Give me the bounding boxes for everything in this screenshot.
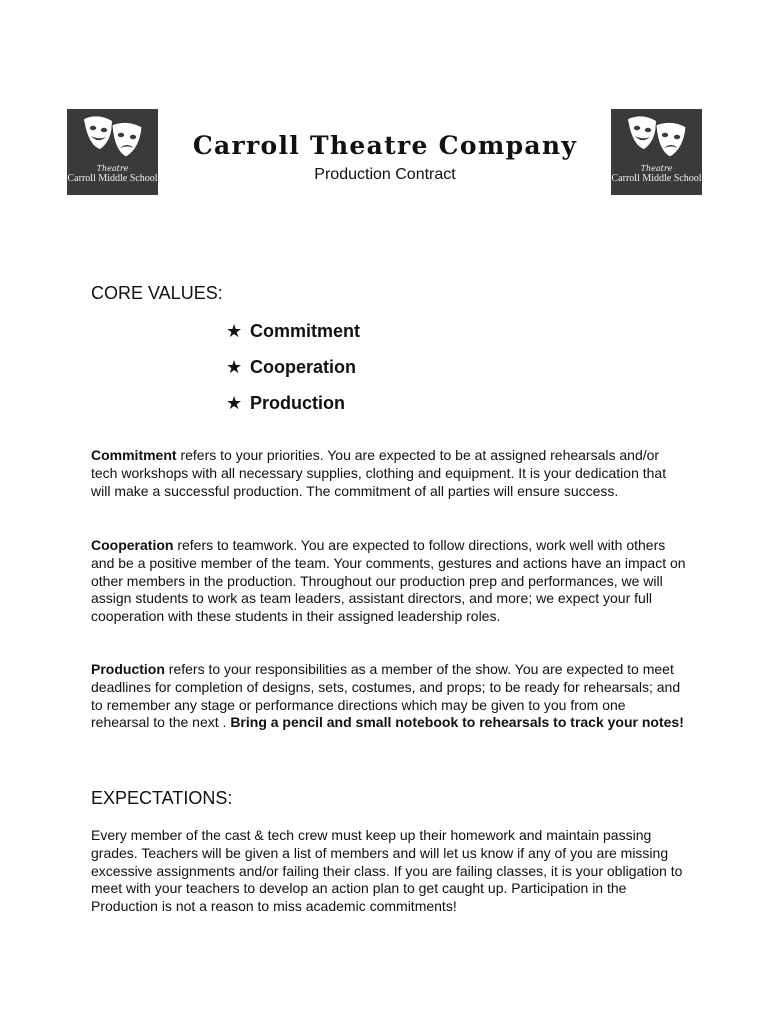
production-paragraph (91, 661, 686, 732)
expectations-paragraph: Every member of the cast & tech crew must keep up their homework and maintain passing grades. Teachers will be given a list of members and will let us know if any of you are missing excessive assignments and/or failing their class. If you are failing classes, it is your obligation to meet with your teachers to develop an action plan to get caught up. Participation in the Production is not a reason to miss academic commitments! (91, 827, 683, 915)
logo-script-text: Theatre (96, 164, 129, 173)
production-lead: Production (91, 661, 165, 677)
logo-school-text: Carroll Middle School (611, 173, 702, 184)
core-value-label: Cooperation (250, 357, 356, 377)
logo-script-text: Theatre (640, 164, 673, 173)
core-values-heading: CORE VALUES: (91, 283, 223, 303)
core-value-label: Commitment (250, 321, 361, 341)
cooperation-lead: Cooperation (91, 537, 174, 553)
commitment-body: refers to your priorities. You are expected to be at assigned rehearsals and/or tech workshops with all necessary supplies, clothing and equipment. It is your dedication that will make a successful production. The commitment of all parties will ensure success. (91, 447, 667, 499)
star-icon: ★ (226, 393, 243, 413)
production-emphasis: Bring a pencil and small notebook to rehearsals to track your notes! (230, 714, 684, 731)
cooperation-paragraph (91, 537, 686, 626)
star-icon: ★ (226, 321, 243, 341)
expectations-heading: EXPECTATIONS: (91, 788, 233, 808)
star-icon: ★ (226, 357, 243, 377)
core-value-item (226, 357, 360, 393)
commitment-paragraph (91, 447, 686, 500)
document-title: Carroll Theatre Company (192, 131, 578, 160)
core-value-item (226, 393, 360, 429)
core-value-label: Production (250, 393, 345, 413)
document-subtitle: Production Contract (314, 166, 456, 183)
logo-school-text: Carroll Middle School (67, 173, 158, 184)
core-value-item (226, 321, 360, 357)
commitment-lead: Commitment (91, 447, 177, 463)
production-body: refers to your responsibilities as a member of the show. You are expected to meet deadlines for completion of designs, sets, costumes, and props; to be ready for rehearsals; and to remember any stage or performance directions which may be given to you from one rehearsal to the next . (91, 661, 681, 731)
cooperation-body: refers to teamwork. You are expected to follow directions, work well with others and be a positive member of the team. Your comments, gestures and actions have an impact on other members in the production. Throughout our production prep and performances, we will assign students to work as team leaders, assistant directors, and more; we expect your full cooperation with these students in their assigned leadership roles. (91, 537, 686, 625)
core-values-list (226, 321, 360, 429)
